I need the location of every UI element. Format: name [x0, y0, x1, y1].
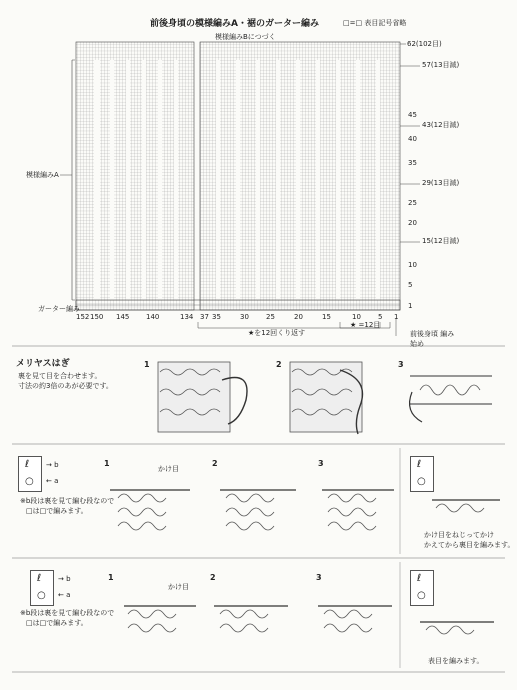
row-mark-45: 45 — [408, 111, 417, 119]
pattern-a-label: 模様編みA — [26, 171, 59, 179]
symbol-box-3-right — [410, 570, 434, 606]
arrow-a-label: ← a — [46, 477, 59, 485]
col-140: 140 — [146, 313, 160, 321]
s3-step-3: 3 — [316, 573, 322, 582]
row-mark-25: 25 — [408, 199, 417, 207]
section1-desc-2: 寸法の約3倍のあが必要です。 — [18, 382, 113, 390]
row-mark-5: 5 — [408, 281, 413, 289]
col-25: 25 — [266, 313, 275, 321]
twisted-yarnover-icon: ℓ — [417, 573, 422, 584]
col-134: 134 — [180, 313, 194, 321]
s3-label-a: a — [66, 591, 71, 599]
section1-title: メリヤスはぎ — [16, 359, 70, 369]
section2-desc-1: ※b段は裏を見て編む段なので — [20, 497, 115, 505]
col-10: 10 — [352, 313, 361, 321]
s3-step-2: 2 — [210, 573, 216, 582]
col-37: 37 — [200, 313, 209, 321]
label-a: a — [54, 477, 59, 485]
twisted-yarnover-icon: ℓ — [25, 459, 30, 470]
section2-right-note-2: かえてから裏目を編みます。 — [424, 541, 515, 549]
s3-arrow-b-label: → b — [58, 575, 71, 583]
arrow-b-label: → b — [46, 461, 59, 469]
s2-step-1: 1 — [104, 459, 110, 468]
col-1: 1 — [394, 313, 399, 321]
row-mark-20: 20 — [408, 219, 417, 227]
chart-title: 前後身頃の模様編みA・裾のガーター編み — [150, 19, 319, 29]
circle-icon: ○ — [25, 476, 34, 487]
col-30: 30 — [240, 313, 249, 321]
s3-label-b: b — [66, 575, 71, 583]
s2-step-2: 2 — [212, 459, 218, 468]
repeat-note: ★を12回くり返す — [248, 329, 306, 337]
row-mark-10: 10 — [408, 261, 417, 269]
col-145: 145 — [116, 313, 130, 321]
repeat-unit: ★ =12目 — [350, 321, 381, 329]
section2-right-note-1: かけ目をねじってかけ — [424, 531, 494, 539]
s3-step-1: 1 — [108, 573, 114, 582]
row-mark-29: 29(13目減) — [422, 179, 460, 187]
row-count-top: 62(102目) — [407, 40, 442, 48]
garter-label: ガーター編み — [38, 305, 80, 313]
section1-desc-1: 裏を見て目を合わせます。 — [18, 372, 102, 380]
col-150: 150 — [90, 313, 104, 321]
circle-icon: ○ — [37, 590, 46, 601]
s3-arrow-a-label: ← a — [58, 591, 71, 599]
row-mark-43: 43(12目減) — [422, 121, 460, 129]
step-2-number: 2 — [276, 360, 282, 369]
col-20: 20 — [294, 313, 303, 321]
col-152: 152 — [76, 313, 90, 321]
top-note: 模様編みBにつづく — [215, 33, 276, 41]
step-3-number: 3 — [398, 360, 404, 369]
col-15: 15 — [322, 313, 331, 321]
circle-icon: ○ — [417, 590, 426, 601]
section2-desc-2: □は□で編みます。 — [26, 507, 88, 515]
step-1-number: 1 — [144, 360, 150, 369]
section3-right-note: 表目を編みます。 — [428, 657, 484, 665]
row-mark-1: 1 — [408, 302, 413, 310]
col-35: 35 — [212, 313, 221, 321]
section3-desc-1: ※b段は裏を見て編む段なので — [20, 609, 115, 617]
twisted-yarnover-icon: ℓ — [37, 573, 42, 584]
label-b: b — [54, 461, 59, 469]
row-mark-57: 57(13目減) — [422, 61, 460, 69]
twisted-yarnover-icon: ℓ — [417, 459, 422, 470]
legend-note: □=□ 表目記号省略 — [343, 19, 407, 27]
start-note: 前後身頃 編み始め — [410, 330, 455, 348]
section3-desc-2: □は□で編みます。 — [26, 619, 88, 627]
row-mark-40: 40 — [408, 135, 417, 143]
s2-kakeme-label: かけ目 — [158, 465, 179, 473]
s2-step-3: 3 — [318, 459, 324, 468]
s3-kakeme-label: かけ目 — [168, 583, 189, 591]
circle-icon: ○ — [417, 476, 426, 487]
row-mark-35: 35 — [408, 159, 417, 167]
col-5: 5 — [378, 313, 383, 321]
row-mark-15: 15(12目減) — [422, 237, 460, 245]
